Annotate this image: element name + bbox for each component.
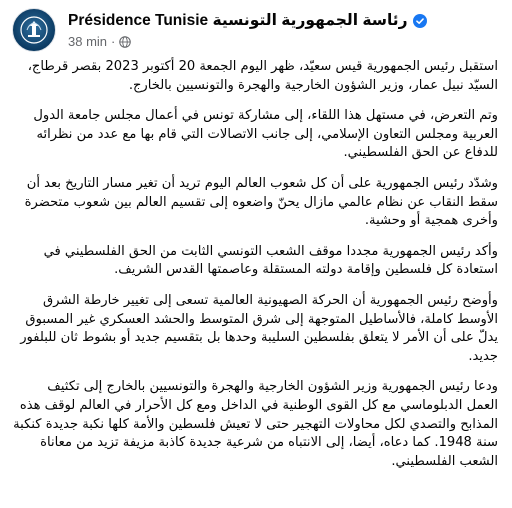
page-name[interactable]: Présidence Tunisie رئاسة الجمهورية التونسية <box>68 12 408 29</box>
verified-badge-icon <box>413 14 427 28</box>
post-paragraph: استقبل رئيس الجمهورية قيس سعيّد، ظهر اليوم الجمعة 20 أكتوبر 2023 بقصر قرطاج، السيّد نبيل عمار، وزير الشؤون الخارجية والهجرة والتونسيين بالخارج. <box>27 59 498 93</box>
post-timestamp[interactable]: 38 min <box>68 34 108 49</box>
post-paragraph: وأكد رئيس الجمهورية مجددا موقف الشعب التونسي الثابت من الحق الفلسطيني في استعادة كل فلسطين وإقامة دولته المستقلة وعاصمتها القدس الشريف. <box>43 243 498 278</box>
post-paragraph: وتم التعرض، في مستهل هذا اللقاء، إلى مشاركة تونس في أعمال مجلس جامعة الدول العربية ومجلس التعاون الإسلامي، إلى جانب الاتصالات التي قام بها مع عدد من نظرائه للدفاع عن الحق الفلسطيني. <box>33 108 498 161</box>
post-body <box>12 58 498 483</box>
post-paragraph: وأوضح رئيس الجمهورية أن الحركة الصهيونية العالمية تسعى إلى تغيير خارطة الشرق الأوسط كاملة، فالأساطيل المتوجهة إلى شرق المتوسط والحشد العسكري غير المسبوق يدلّ على أن الأمر لا يتعلق بفلسطين السليبة وحدها بل بتقسيم جديد أو بشوط ثان للبلفور جديد. <box>20 292 498 364</box>
post-paragraph: وشدّد رئيس الجمهورية على أن كل شعوب العالم اليوم تريد أن تغير مسار التاريخ بعد أن سقط النقاب عن نظام عالمي مازال يحنّ واضعوه إلى تقسيم العالم بين شعوب متحضرة وأخرى همجية أو وحشية. <box>24 175 498 229</box>
presidency-emblem-icon <box>19 15 49 45</box>
page-avatar[interactable] <box>12 8 56 52</box>
author-row <box>68 11 427 30</box>
post-paragraph: ودعا رئيس الجمهورية وزير الشؤون الخارجية والهجرة والتونسيين بالخارج إلى تكثيف العمل الدبلوماسي مع كل القوى الوطنية في الداخل ومع كل الأحرار في العالم لوقف هذه المذابح والتصدي لكل محاولات التهجير حتى لا تعيش فلسطين والأمة كلها نكبة جديدة كنكبة سنة 1948. كما دعاه، أيضا، إلى الانتباه من شرعية جديدة كاذبة مزيفة تزيد من معاناة الشعب الفلسطيني. <box>13 379 498 469</box>
post-meta <box>68 34 131 49</box>
post-header <box>12 8 500 52</box>
meta-separator: · <box>111 34 116 49</box>
globe-icon[interactable] <box>119 36 131 48</box>
